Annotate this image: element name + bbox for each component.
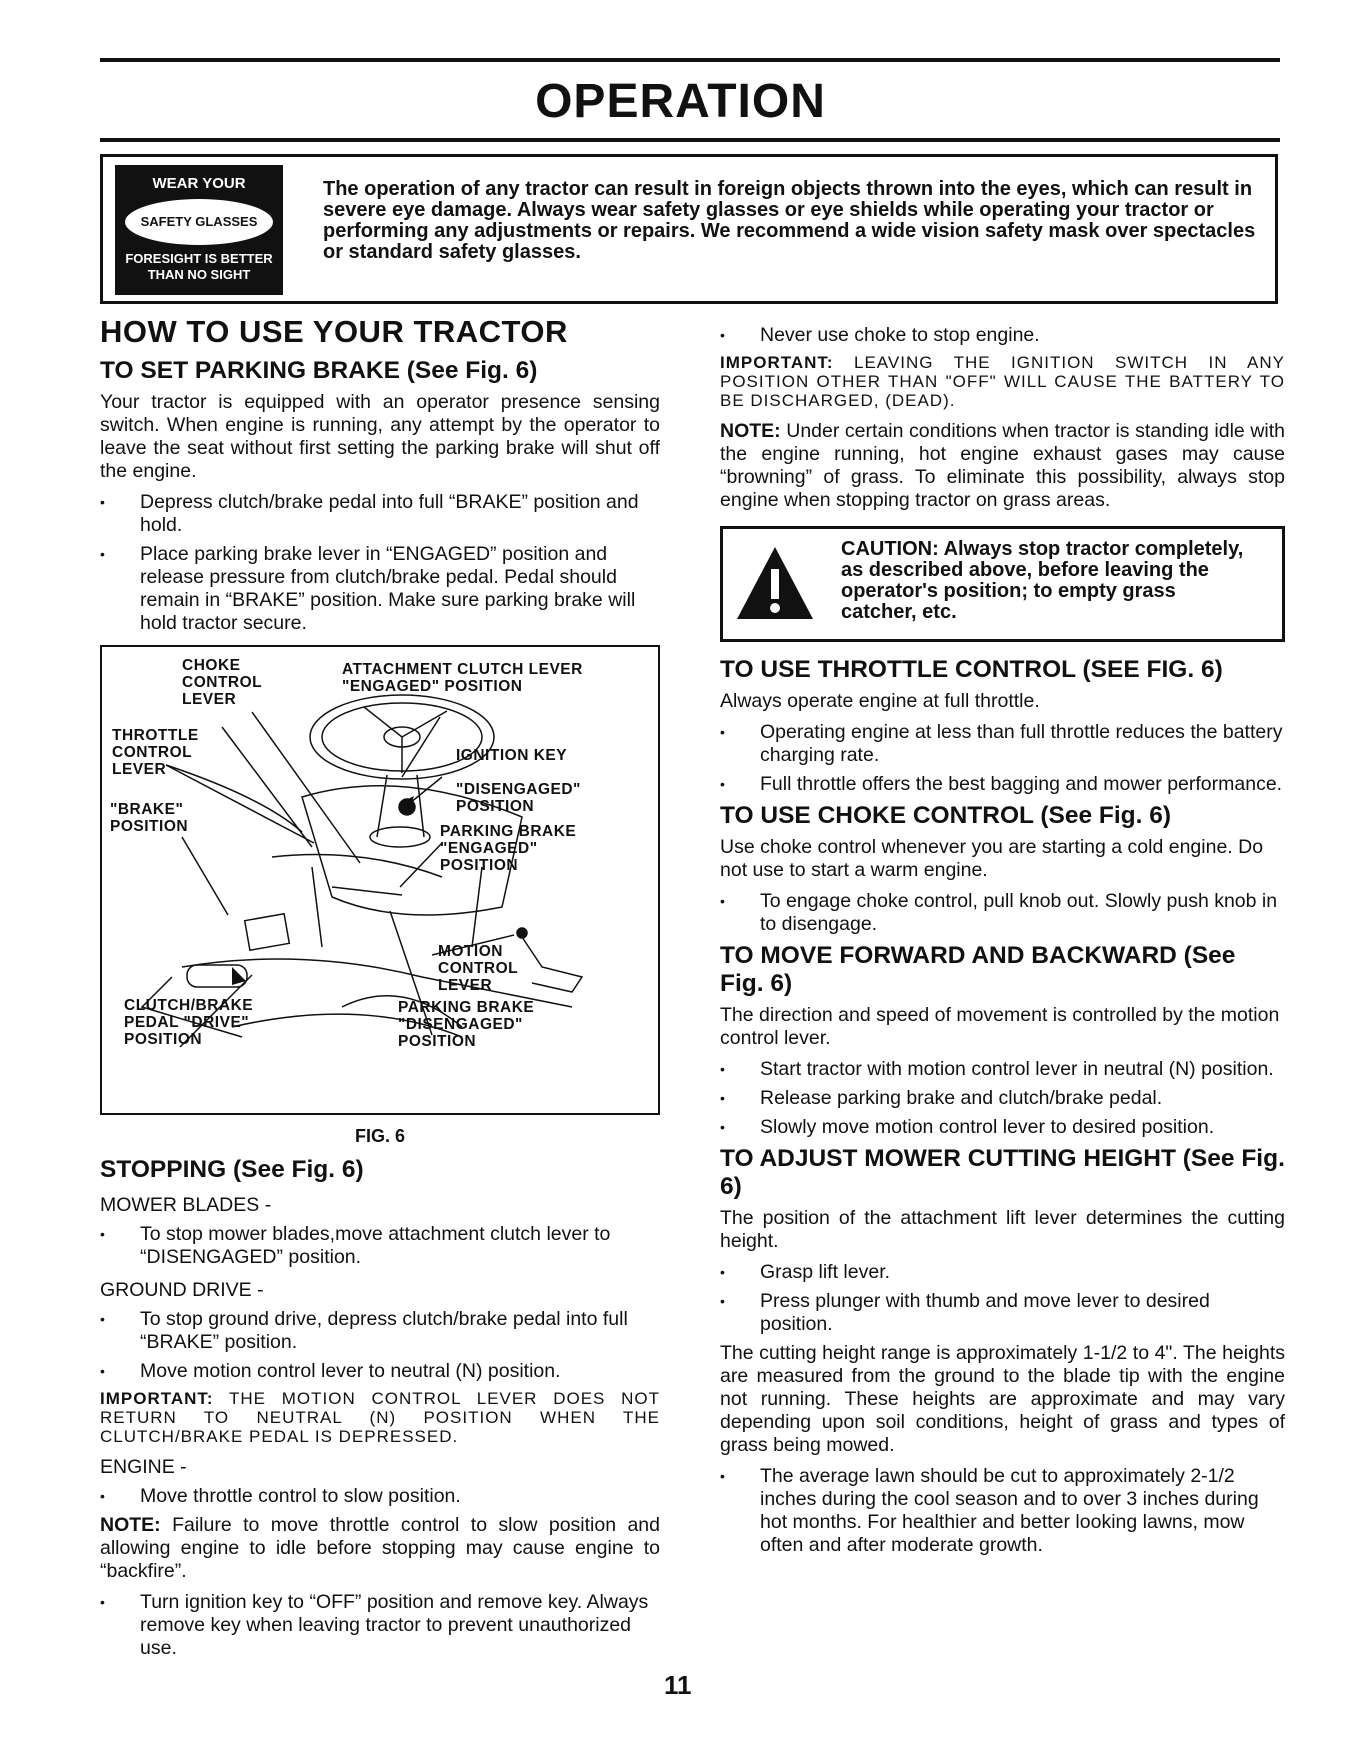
top-rule — [100, 58, 1280, 62]
warning-triangle-icon — [735, 545, 815, 621]
page-title: OPERATION — [535, 75, 826, 128]
badge-bottom-text: FORESIGHT IS BETTER THAN NO SIGHT — [125, 251, 273, 282]
note-text: Failure to move throttle control to slow position and allowing engine to idle before stopping may cause engine to “backfire”. — [100, 1514, 660, 1582]
important-motion-note — [100, 1389, 660, 1446]
list-item: • To stop mower blades,move attachment clutch lever to “DISENGAGED” position. — [100, 1223, 660, 1269]
figure-caption: FIG. 6 — [354, 1126, 405, 1146]
important-text: LEAVING THE IGNITION SWITCH IN ANY POSITION OTHER THAN "OFF" WILL CAUSE THE BATTERY TO BE DISCHARGED, (DEAD). — [720, 353, 1285, 410]
list-item: • Slowly move motion control lever to desired position. — [720, 1116, 1285, 1139]
section-heading-how-to-use: HOW TO USE YOUR TRACTOR — [100, 314, 568, 349]
list-item: • To stop ground drive, depress clutch/brake pedal into full “BRAKE” position. — [100, 1308, 660, 1354]
note-text: Under certain conditions when tractor is standing idle with the engine running, hot engine exhaust gases may cause “browning” of grass. To eliminate this possibility, always stop engine when stopping tractor on grass areas. — [720, 420, 1285, 511]
height-intro: The position of the attachment lift lever determines the cutting height. — [720, 1207, 1285, 1252]
fig-label-attachment-clutch: ATTACHMENT CLUTCH LEVER "ENGAGED" POSITION — [342, 661, 583, 695]
heading-choke: TO USE CHOKE CONTROL (See Fig. 6) — [720, 802, 1172, 829]
important-label: IMPORTANT: — [720, 353, 834, 372]
fig-label-motion-control: MOTION CONTROL LEVER — [438, 943, 519, 994]
ignition-bullets — [100, 1591, 660, 1660]
parking-intro: Your tractor is equipped with an operator presence sensing switch. When engine is running, any attempt by the operator to leave the seat without first setting the parking brake will shut off the engine. — [100, 391, 660, 482]
list-item: • Grasp lift lever. — [720, 1261, 1285, 1284]
fig-label-throttle: THROTTLE CONTROL LEVER — [112, 727, 199, 778]
height-bullets — [720, 1261, 1285, 1336]
heading-stopping: STOPPING (See Fig. 6) — [100, 1156, 364, 1183]
heading-move: TO MOVE FORWARD AND BACKWARD (See Fig. 6) — [720, 942, 1236, 997]
heading-throttle: TO USE THROTTLE CONTROL (SEE FIG. 6) — [720, 656, 1223, 683]
figure-6 — [100, 645, 660, 1115]
left-column — [100, 314, 660, 1666]
height-body: The cutting height range is approximately 1-1/2 to 4". The heights are measured from the ground to the blade tip with the engine not running. These heights are approximate and may vary depending upon soil conditions, height of grass and types of grass being mowed. — [720, 1342, 1285, 1456]
list-item: • Move throttle control to slow position. — [100, 1485, 660, 1508]
list-item: • To engage choke control, pull knob out. Slowly push knob in to disengage. — [720, 890, 1285, 936]
engine-bullets — [100, 1485, 660, 1508]
choke-bullets — [720, 890, 1285, 936]
ground-bullets — [100, 1308, 660, 1383]
fig-label-choke: CHOKE CONTROL LEVER — [182, 657, 263, 708]
safety-glasses-badge — [115, 165, 283, 295]
lawn-bullets — [720, 1465, 1285, 1557]
list-item: • Start tractor with motion control lever in neutral (N) position. — [720, 1058, 1285, 1081]
right-column — [720, 324, 1285, 1563]
title-rule — [100, 138, 1280, 142]
fig-label-ignition: IGNITION KEY — [456, 747, 568, 764]
note-label: NOTE: — [720, 420, 781, 442]
fig-label-clutch-brake: CLUTCH/BRAKE PEDAL "DRIVE" POSITION — [124, 997, 254, 1048]
page-number: 11 — [664, 1670, 692, 1700]
fig-label-disengaged: "DISENGAGED" POSITION — [456, 781, 581, 815]
throttle-bullets — [720, 721, 1285, 796]
heading-cutting-height: TO ADJUST MOWER CUTTING HEIGHT (See Fig. 6) — [720, 1145, 1285, 1200]
heading-parking-brake: TO SET PARKING BRAKE (See Fig. 6) — [100, 357, 538, 384]
engine-label: ENGINE - — [100, 1456, 187, 1478]
list-item: • Full throttle offers the best bagging and mower performance. — [720, 773, 1285, 796]
fig-label-parking-disengaged: PARKING BRAKE "DISENGAGED" POSITION — [398, 999, 535, 1050]
badge-glasses-oval: SAFETY GLASSES — [125, 199, 273, 245]
fig-label-brake-position: "BRAKE" POSITION — [110, 801, 189, 835]
list-item: • Place parking brake lever in “ENGAGED” position and release pressure from clutch/brake pedal. Pedal should remain in “BRAKE” position. Make sure parking brake will hold tractor secure. — [100, 543, 660, 635]
caution-box — [720, 526, 1285, 642]
list-item: • Depress clutch/brake pedal into full “BRAKE” position and hold. — [100, 491, 660, 537]
backfire-note — [100, 1514, 660, 1583]
important-text: THE MOTION CONTROL LEVER DOES NOT RETURN TO NEUTRAL (N) POSITION WHEN THE CLUTCH/BRAKE PEDAL IS DEPRESSED. — [100, 1389, 660, 1446]
list-item: • Press plunger with thumb and move lever to desired position. — [720, 1290, 1285, 1336]
list-item: • Release parking brake and clutch/brake pedal. — [720, 1087, 1285, 1110]
choke-warning-bullets — [720, 324, 1285, 347]
fig-label-parking-engaged: PARKING BRAKE "ENGAGED" POSITION — [440, 823, 577, 874]
list-item: • The average lawn should be cut to approximately 2-1/2 inches during the cool season and to over 3 inches during hot months. For healthier and better looking lawns, mow often and after moderate growth. — [720, 1465, 1285, 1557]
important-ignition-note — [720, 353, 1285, 410]
safety-warning-text: The operation of any tractor can result in foreign objects thrown into the eyes, which can result in severe eye damage. Always wear safety glasses or eye shields while operating your tractor or performing any adjustments or repairs. We recommend a wide vision safety mask over spectacles or standard safety glasses. — [323, 178, 1256, 263]
list-item: • Turn ignition key to “OFF” position and remove key. Always remove key when leaving tractor to prevent unauthorized use. — [100, 1591, 660, 1660]
move-bullets — [720, 1058, 1285, 1139]
list-item: • Move motion control lever to neutral (N) position. — [100, 1360, 660, 1383]
throttle-intro: Always operate engine at full throttle. — [720, 690, 1040, 712]
ground-drive-label: GROUND DRIVE - — [100, 1279, 264, 1301]
choke-intro: Use choke control whenever you are starting a cold engine. Do not use to start a warm engine. — [720, 836, 1264, 881]
parking-bullets — [100, 491, 660, 635]
list-item: • Never use choke to stop engine. — [720, 324, 1285, 347]
move-intro: The direction and speed of movement is controlled by the motion control lever. — [720, 1004, 1280, 1049]
browning-note — [720, 420, 1285, 512]
badge-top-text: WEAR YOUR — [152, 175, 246, 192]
safety-warning-box — [100, 154, 1278, 304]
mower-blades-label: MOWER BLADES - — [100, 1194, 272, 1216]
important-label: IMPORTANT: — [100, 1389, 214, 1408]
caution-text: CAUTION: Always stop tractor completely, as described above, before leaving the operator's position; to empty grass catcher, etc. — [841, 538, 1244, 623]
note-label: NOTE: — [100, 1514, 161, 1536]
list-item: • Operating engine at less than full throttle reduces the battery charging rate. — [720, 721, 1285, 767]
blades-bullets — [100, 1223, 660, 1269]
